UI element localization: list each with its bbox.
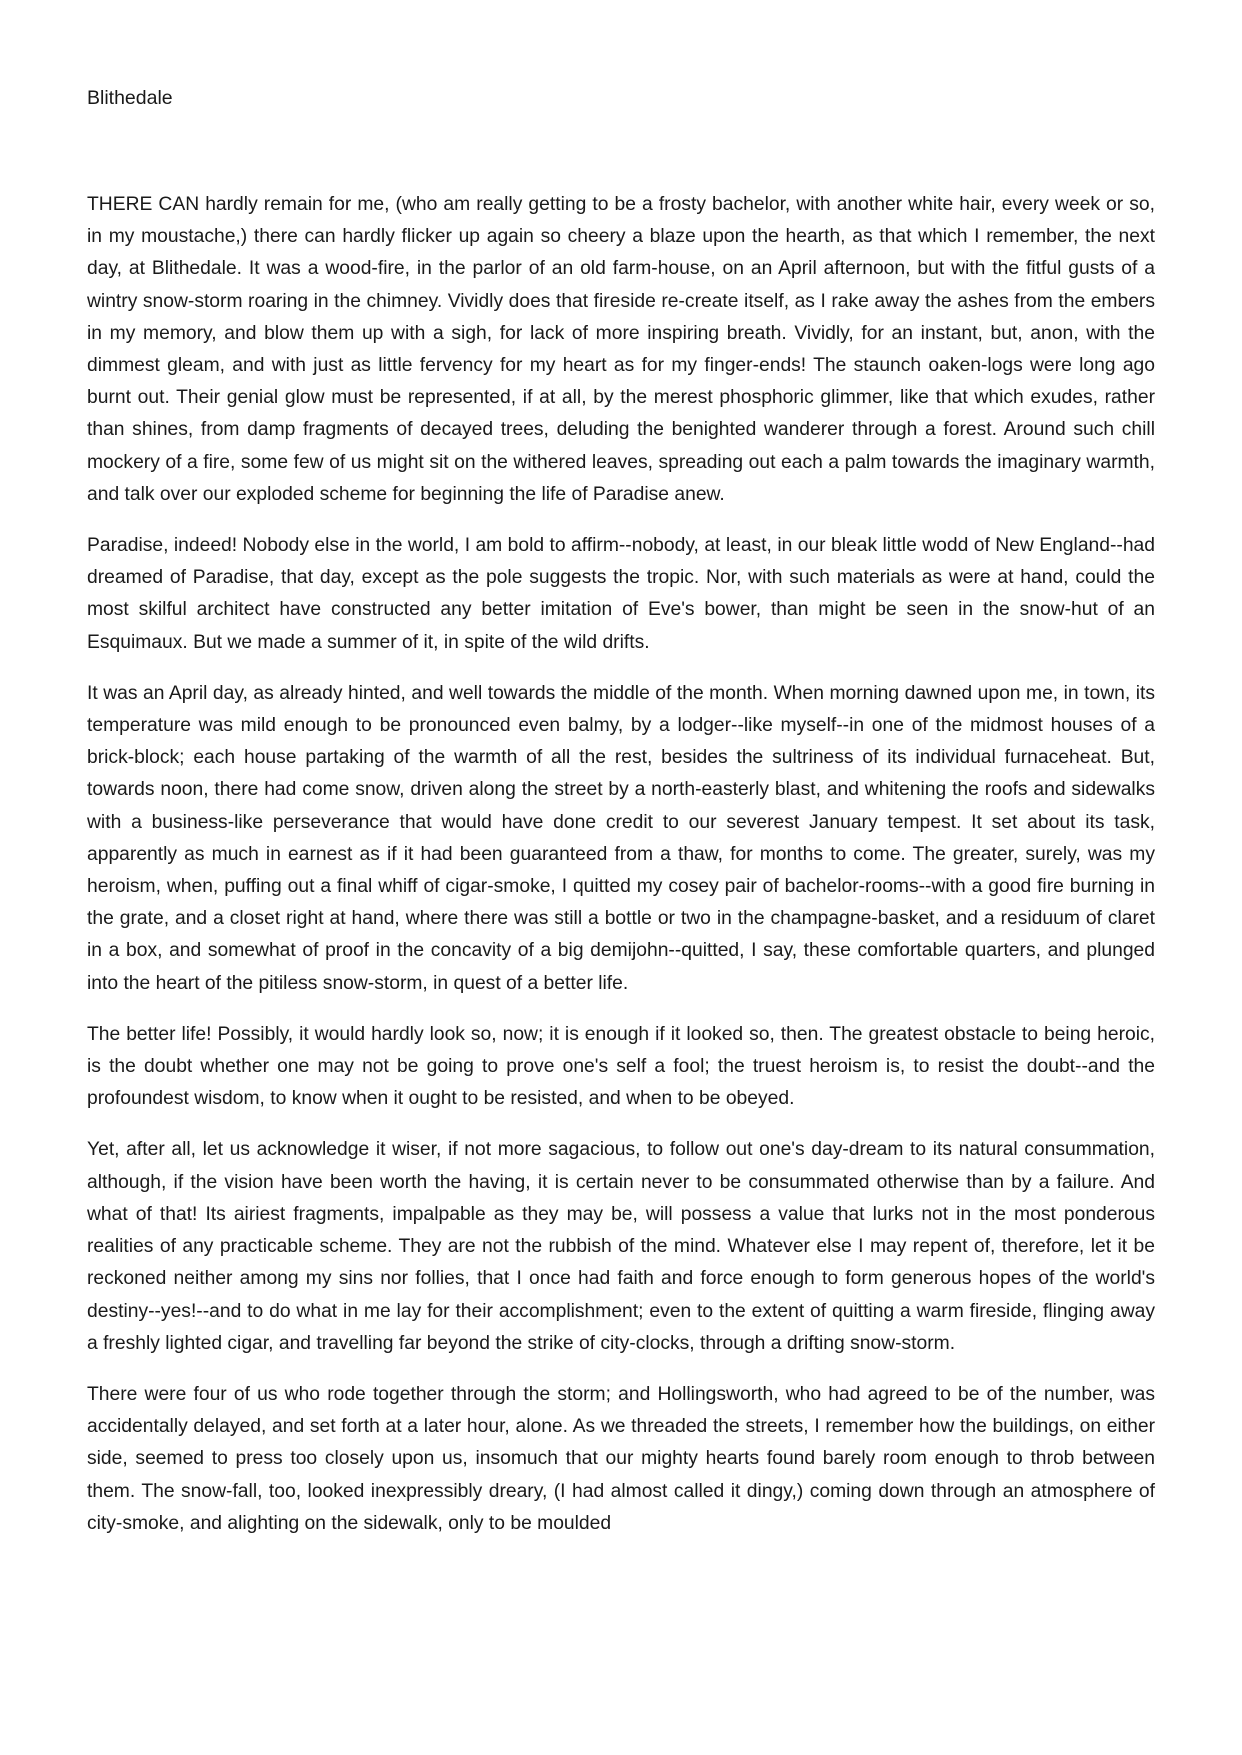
paragraph-5: Yet, after all, let us acknowledge it wiser, if not more sagacious, to follow out one's day-dream to its natural consummation, although, if the vision have been worth the having, it is certain never to be consummated otherwise than by a failure. And what of that! Its airiest fragments, impalpable as they may be, will possess a value that lurks not in the most ponderous realities of any practicable scheme. They are not the rubbish of the mind. Whatever else I may repent of, therefore, let it be reckoned neither among my sins nor follies, that I once had faith and force enough to form generous hopes of the world's destiny--yes!--and to do what in me lay for their accomplishment; even to the extent of quitting a warm fireside, flinging away a freshly lighted cigar, and travelling far beyond the strike of city-clocks, through a drifting snow-storm. — [87, 1139, 1155, 1354]
paragraph-6: There were four of us who rode together through the storm; and Hollingsworth, who had agreed to be of the number, was accidentally delayed, and set forth at a later hour, alone. As we threaded the streets, I remember how the buildings, on either side, seemed to press too closely upon us, insomuch that our mighty hearts found barely room enough to throb between them. The snow-fall, too, looked inexpressibly dreary, (I had almost called it dingy,) coming down through an atmosphere of city-smoke, and alighting on the sidewalk, only to be moulded — [87, 1383, 1155, 1534]
paragraph-1: THERE CAN hardly remain for me, (who am really getting to be a frosty bachelor, with another white hair, every week or so, in my moustache,) there can hardly flicker up again so cheery a blaze upon the hearth, as that which I remember, the next day, at Blithedale. It was a wood-fire, in the parlor of an old farm-house, on an April afternoon, but with the fitful gusts of a wintry snow-storm roaring in the chimney. Vividly does that fireside re-create itself, as I rake away the ashes from the embers in my memory, and blow them up with a sigh, for lack of more inspiring breath. Vividly, for an instant, but, anon, with the dimmest gleam, and with just as little fervency for my heart as for my finger-ends! The staunch oaken-logs were long ago burnt out. Their genial glow must be represented, if at all, by the merest phosphoric glimmer, like that which exudes, rather than shines, from damp fragments of decayed trees, deluding the benighted wanderer through a forest. Around such chill mockery of a fire, some few of us might sit on the withered leaves, spreading out each a palm towards the imaginary warmth, and talk over our exploded scheme for beginning the life of Paradise anew. — [87, 194, 1155, 505]
document-body — [87, 189, 1155, 1559]
paragraph-4: The better life! Possibly, it would hardly look so, now; it is enough if it looked so, then. The greatest obstacle to being heroic, is the doubt whether one may not be going to prove one's self a fool; the truest heroism is, to resist the doubt--and the profoundest wisdom, to know when it ought to be resisted, and when to be obeyed. — [87, 1023, 1155, 1110]
paragraph-2: Paradise, indeed! Nobody else in the world, I am bold to affirm--nobody, at least, in our bleak little wodd of New England--had dreamed of Paradise, that day, except as the pole suggests the tropic. Nor, with such materials as were at hand, could the most skilful architect have constructed any better imitation of Eve's bower, than might be seen in the snow-hut of an Esquimaux. But we made a summer of it, in spite of the wild drifts. — [87, 535, 1155, 653]
document-title: Blithedale — [87, 87, 173, 109]
paragraph-3: It was an April day, as already hinted, and well towards the middle of the month. When morning dawned upon me, in town, its temperature was mild enough to be pronounced even balmy, by a lodger--like myself--in one of the midmost houses of a brick-block; each house partaking of the warmth of all the rest, besides the sultriness of its individual furnaceheat. But, towards noon, there had come snow, driven along the street by a north-easterly blast, and whitening the roofs and sidewalks with a business-like perseverance that would have done credit to our severest January tempest. It set about its task, apparently as much in earnest as if it had been guaranteed from a thaw, for months to come. The greater, surely, was my heroism, when, puffing out a final whiff of cigar-smoke, I quitted my cosey pair of bachelor-rooms--with a good fire burning in the grate, and a closet right at hand, where there was still a bottle or two in the champagne-basket, and a residuum of claret in a box, and somewhat of proof in the concavity of a big demijohn--quitted, I say, these comfortable quarters, and plunged into the heart of the pitiless snow-storm, in quest of a better life. — [87, 682, 1155, 994]
